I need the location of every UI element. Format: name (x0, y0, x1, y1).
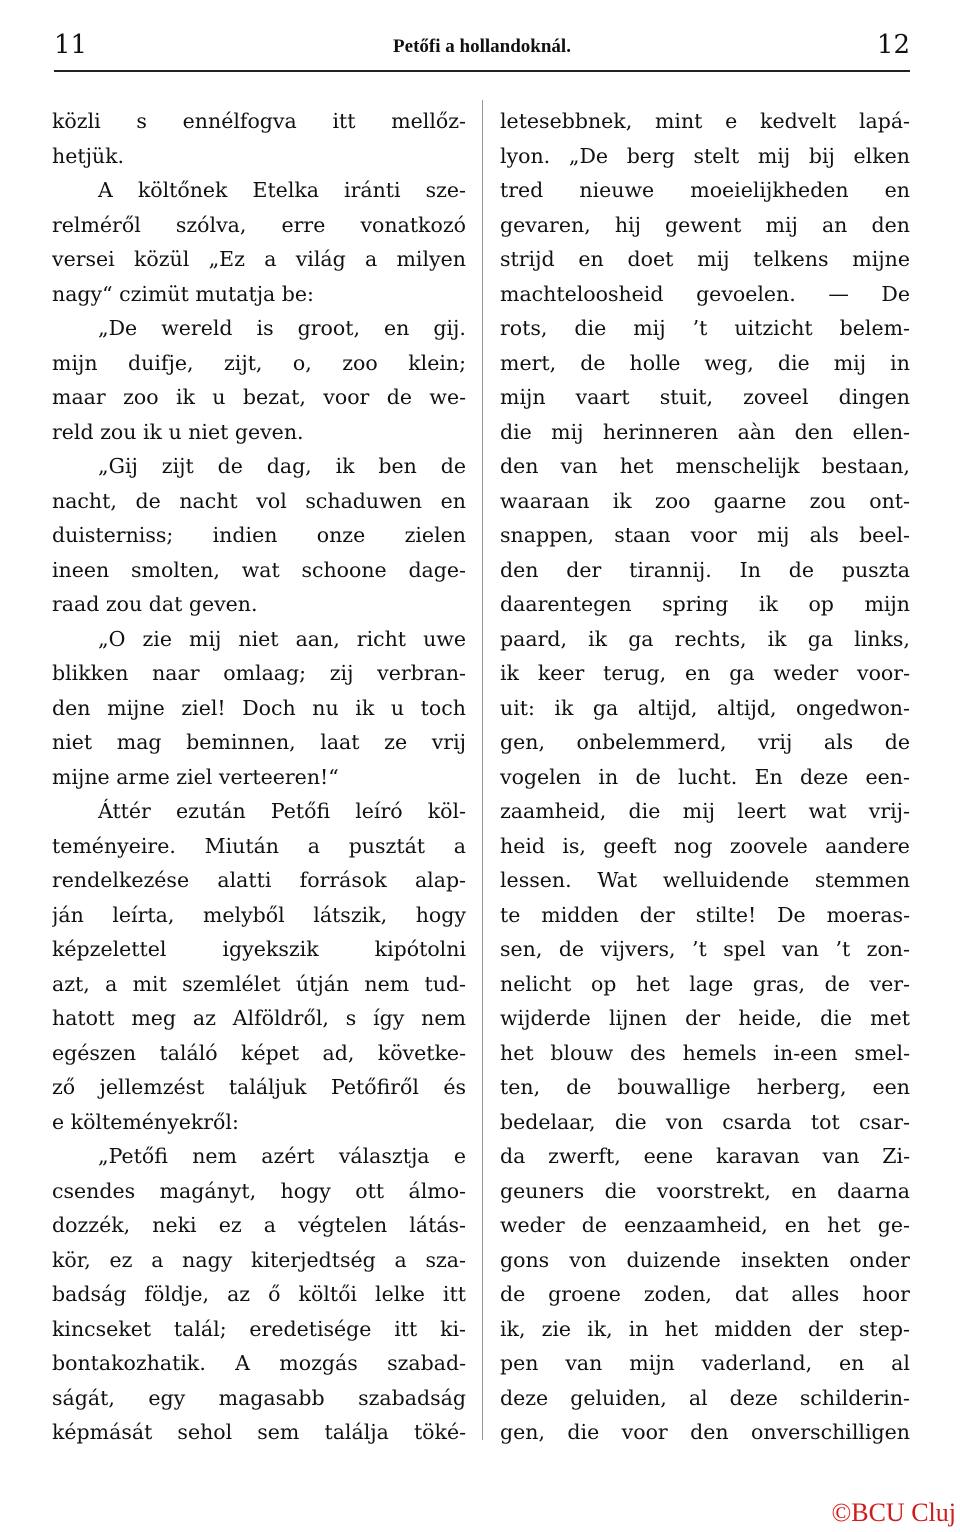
text-line: e költeményekről: (52, 1109, 239, 1134)
text-line: képzelettel igyekszik kipótolni (52, 937, 466, 961)
text-line: da zwerft, eene karavan van Zi- (500, 1144, 910, 1168)
text-line: mert, de holle weg, die mij in (500, 350, 910, 375)
text-line: mijn duifje, zijt, o, zoo klein; (52, 350, 466, 375)
text-line: „De wereld is groot, en gij. (98, 316, 466, 340)
text-line: mijn vaart stuit, zoveel dingen (500, 385, 910, 409)
text-line: „O zie mij niet aan, richt uwe (98, 626, 466, 651)
page-number-right: 12 (876, 30, 910, 60)
text-line: Áttér ezután Petőfi leíró köl- (98, 799, 466, 823)
text-line: blikken naar omlaag; zij verbran- (52, 661, 466, 685)
text-line: daarentegen spring ik op mijn (500, 592, 910, 616)
text-line: bedelaar, die von csarda tot csar- (500, 1109, 910, 1134)
text-line: sen, de vijvers, ’t spel van ’t zon- (500, 937, 910, 961)
text-line: kincseket talál; eredetisége itt ki- (52, 1316, 466, 1341)
text-line: nagy“ czimüt mutatja be: (52, 281, 314, 306)
text-line: hetjük. (52, 143, 125, 168)
right-column (500, 104, 910, 1450)
text-line: den der tirannij. In de puszta (500, 557, 910, 582)
text-line: het blouw des hemels in-een smel- (500, 1040, 910, 1065)
text-line: gevaren, hij gewent mij an den (500, 212, 910, 237)
text-line: azt, a mit szemlélet útján nem tud- (52, 971, 466, 996)
text-line: snappen, staan voor mij als beel- (500, 523, 910, 547)
text-line: waaraan ik zoo gaarne zou ont- (500, 488, 910, 513)
text-line: gen, onbelemmerd, vrij als de (500, 730, 910, 754)
text-line: ző jellemzést találjuk Petőfiről és (52, 1075, 466, 1099)
text-line: rendelkezése alatti források alap- (52, 868, 466, 892)
text-line: relméről szólva, erre vonatkozó (52, 212, 466, 237)
text-line: raad zou dat geven. (52, 592, 258, 616)
running-title: Petőfi a hollandoknál. (393, 36, 571, 57)
text-line: die mij herinneren aàn den ellen- (500, 419, 910, 444)
text-line: ságát, egy magasabb szabadság (52, 1385, 466, 1410)
text-line: lyon. „De berg stelt mij bij elken (500, 143, 910, 168)
text-line: uit: ik ga altijd, altijd, ongedwon- (500, 695, 910, 720)
text-line: reld zou ik u niet geven. (52, 419, 304, 444)
text-line: kör, ez a nagy kiterjedtség a sza- (52, 1247, 466, 1272)
text-line: versei közül „Ez a világ a milyen (52, 247, 466, 271)
text-line: ik keer terug, en ga weder voor- (500, 661, 910, 685)
text-line: heid is, geeft nog zoovele aandere (500, 833, 910, 858)
page-number-left: 11 (54, 30, 88, 60)
text-line: badság földje, az ő költői lelke itt (52, 1282, 466, 1306)
text-line: lessen. Wat welluidende stemmen (500, 868, 910, 892)
text-line: maar zoo ik u bezat, voor de we- (52, 385, 466, 409)
text-line: paard, ik ga rechts, ik ga links, (500, 626, 910, 651)
text-line: bontakozhatik. A mozgás szabad- (52, 1351, 466, 1375)
text-line: duisterniss; indien onze zielen (52, 523, 466, 547)
text-line: geuners die voorstrekt, en daarna (500, 1178, 910, 1203)
text-line: den van het menschelijk bestaan, (500, 454, 910, 478)
text-line: ik, zie ik, in het midden der step- (500, 1316, 910, 1341)
text-line: pen van mijn vaderland, en al (500, 1351, 910, 1375)
text-line: weder de eenzaamheid, en het ge- (500, 1213, 910, 1237)
library-watermark: ©BCU Cluj (831, 1498, 956, 1527)
text-line: ineen smolten, wat schoone dage- (52, 557, 466, 582)
text-line: ján leírta, melyből látszik, hogy (52, 902, 466, 927)
text-line: nelicht op het lage gras, de ver- (500, 971, 910, 996)
text-line: de groene zoden, dat alles hoor (500, 1282, 910, 1306)
text-line: hatott meg az Alföldről, s így nem (52, 1006, 466, 1030)
text-line: „Petőfi nem azért választja e (98, 1144, 466, 1168)
text-line: rots, die mij ’t uitzicht belem- (500, 316, 910, 340)
text-line: den mijne ziel! Doch nu ik u toch (52, 695, 466, 720)
text-line: niet mag beminnen, laat ze vrij (52, 730, 466, 754)
column-divider (482, 100, 483, 1440)
text-line: deze geluiden, al deze schilderin- (500, 1385, 910, 1410)
text-line: ten, de bouwallige herberg, een (500, 1075, 910, 1099)
text-line: gen, die voor den onverschilligen (500, 1420, 910, 1444)
text-line: nacht, de nacht vol schaduwen en (52, 488, 466, 513)
text-line: csendes magányt, hogy ott álmo- (52, 1178, 466, 1203)
text-line: letesebbnek, mint e kedvelt lapá- (500, 109, 910, 133)
text-line: gons von duizende insekten onder (500, 1247, 910, 1272)
text-line: A költőnek Etelka iránti sze- (98, 178, 466, 202)
text-line: közli s ennélfogva itt mellőz- (52, 109, 466, 133)
left-column (52, 104, 466, 1450)
text-line: dozzék, neki ez a végtelen látás- (52, 1213, 466, 1237)
text-line: képmását sehol sem találja töké- (52, 1420, 466, 1444)
text-line: strijd en doet mij telkens mijne (500, 247, 910, 271)
text-line: tred nieuwe moeielijkheden en (500, 178, 910, 202)
text-line: teményeire. Miután a pusztát a (52, 833, 466, 858)
header-rule (54, 70, 910, 72)
text-line: machteloosheid gevoelen. — De (500, 281, 910, 306)
text-line: egészen találó képet ad, követke- (52, 1040, 466, 1065)
running-header (54, 30, 910, 66)
text-line: „Gij zijt de dag, ik ben de (98, 454, 466, 478)
text-line: vogelen in de lucht. En deze een- (500, 764, 910, 789)
text-line: zaamheid, die mij leert wat vrij- (500, 799, 910, 823)
text-line: wijderde lijnen der heide, die met (500, 1006, 910, 1030)
text-line: mijne arme ziel verteeren!“ (52, 764, 339, 789)
text-line: te midden der stilte! De moeras- (500, 902, 910, 927)
